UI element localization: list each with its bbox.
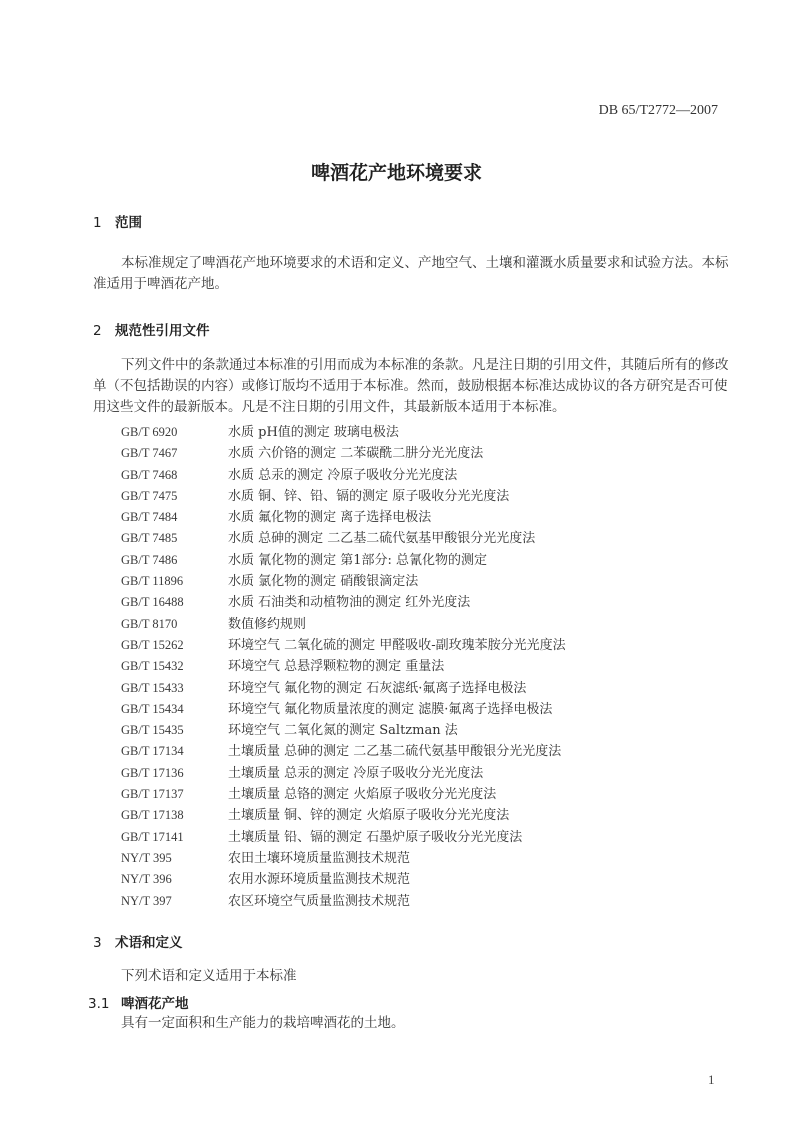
reference-item — [121, 719, 566, 740]
reference-title: 环境空气 二氧化氮的测定 Saltzman 法 — [228, 723, 458, 739]
reference-item — [121, 549, 566, 570]
reference-title: 环境空气 氟化物质量浓度的测定 滤膜·氟离子选择电极法 — [228, 701, 553, 717]
reference-item — [121, 826, 566, 847]
reference-code: GB/T 15435 — [121, 723, 184, 738]
reference-item — [121, 421, 566, 442]
reference-code: GB/T 6920 — [121, 425, 178, 439]
reference-title: 水质 六价铬的测定 二苯碳酰二肼分光光度法 — [228, 446, 484, 462]
reference-code: GB/T 17134 — [121, 744, 184, 759]
reference-title: 土壤质量 总汞的测定 冷原子吸收分光光度法 — [228, 765, 484, 781]
reference-code: GB/T 15262 — [121, 637, 184, 652]
reference-code: GB/T 17141 — [121, 829, 184, 844]
reference-code: GB/T 7484 — [121, 510, 178, 525]
reference-title: 水质 石油类和动植物油的测定 红外光度法 — [228, 595, 471, 611]
reference-code: GB/T 7486 — [121, 552, 178, 567]
references-intro-paragraph: 下列文件中的条款通过本标准的引用而成为本标准的条款。凡是注日期的引用文件，其随后所有的修改单（不包括勘误的内容）或修订版均不适用于本标准。然而，鼓励根据本标准达成协议的各方研究是否可使用这些文件的最新版本。凡是不注日期的引用文件，其最新版本适用于本标准。 — [93, 357, 729, 415]
reference-code: GB/T 16488 — [121, 595, 184, 610]
section-heading-scope — [93, 211, 142, 231]
section-heading-normative-references — [93, 319, 210, 339]
reference-code: NY/T 395 — [121, 850, 172, 865]
reference-code: GB/T 7475 — [121, 488, 178, 503]
reference-item — [121, 698, 566, 719]
section-title: 范围 — [115, 215, 142, 231]
reference-title: 农用水源环境质量监测技术规范 — [228, 872, 411, 888]
reference-code: GB/T 15432 — [121, 659, 184, 674]
section-number: 1 — [93, 215, 102, 231]
reference-title: 农田土壤环境质量监测技术规范 — [228, 850, 411, 866]
reference-item — [121, 762, 566, 783]
reference-title: 土壤质量 总铬的测定 火焰原子吸收分光光度法 — [228, 787, 497, 803]
reference-item — [121, 783, 566, 804]
reference-title: 水质 pH值的测定 玻璃电极法 — [228, 425, 399, 440]
reference-title: 水质 氟化物的测定 离子选择电极法 — [228, 510, 432, 526]
reference-item — [121, 527, 566, 548]
page-number: 1 — [708, 1072, 715, 1087]
reference-item — [121, 655, 566, 676]
reference-item — [121, 464, 566, 485]
definition-paragraph: 具有一定面积和生产能力的栽培啤酒花的土地。 — [121, 1015, 405, 1031]
reference-title: 水质 铜、锌、铅、镉的测定 原子吸收分光光度法 — [228, 488, 510, 504]
terms-intro-paragraph: 下列术语和定义适用于本标准 — [121, 968, 297, 984]
reference-code: GB/T 7485 — [121, 531, 178, 546]
section-number: 3 — [93, 935, 102, 951]
reference-item — [121, 613, 566, 634]
reference-code: NY/T 396 — [121, 872, 172, 887]
reference-title: 数值修约规则 — [228, 616, 307, 632]
section-title: 规范性引用文件 — [115, 323, 210, 339]
reference-item — [121, 506, 566, 527]
subsection-heading-hop-production-area — [88, 992, 189, 1012]
reference-title: 土壤质量 铜、锌的测定 火焰原子吸收分光光度法 — [228, 808, 510, 824]
reference-title: 环境空气 二氧化硫的测定 甲醛吸收-副玫瑰苯胺分光光度法 — [228, 637, 566, 653]
reference-item — [121, 890, 566, 911]
subsection-number: 3.1 — [88, 996, 110, 1012]
reference-title: 土壤质量 铅、镉的测定 石墨炉原子吸收分光光度法 — [228, 829, 523, 845]
reference-code: GB/T 15433 — [121, 680, 184, 695]
reference-item — [121, 485, 566, 506]
reference-code: GB/T 7467 — [121, 446, 178, 461]
reference-item — [121, 442, 566, 463]
reference-item — [121, 740, 566, 761]
reference-item — [121, 868, 566, 889]
reference-item — [121, 634, 566, 655]
scope-paragraph: 本标准规定了啤酒花产地环境要求的术语和定义、产地空气、土壤和灌溉水质量要求和试验方法。本标准适用于啤酒花产地。 — [93, 255, 729, 292]
reference-title: 农区环境空气质量监测技术规范 — [228, 893, 411, 909]
reference-title: 土壤质量 总砷的测定 二乙基二硫代氨基甲酸银分光光度法 — [228, 744, 562, 760]
reference-item — [121, 847, 566, 868]
reference-title: 水质 总汞的测定 冷原子吸收分光光度法 — [228, 467, 458, 483]
reference-code: GB/T 11896 — [121, 574, 184, 589]
reference-code: GB/T 8170 — [121, 616, 178, 631]
reference-code: GB/T 7468 — [121, 467, 178, 482]
document-code: DB 65/T2772—2007 — [598, 103, 718, 118]
reference-title: 环境空气 氟化物的测定 石灰滤纸·氟离子选择电极法 — [228, 680, 527, 696]
section-heading-terms-definitions — [93, 931, 183, 951]
reference-code: GB/T 15434 — [121, 701, 184, 716]
reference-item — [121, 804, 566, 825]
reference-code: NY/T 397 — [121, 893, 172, 908]
reference-title: 水质 总砷的测定 二乙基二硫代氨基甲酸银分光光度法 — [228, 531, 536, 547]
reference-code: GB/T 17138 — [121, 808, 184, 823]
subsection-title: 啤酒花产地 — [121, 996, 189, 1012]
reference-list — [121, 421, 566, 911]
reference-item — [121, 677, 566, 698]
reference-code: GB/T 17137 — [121, 787, 184, 802]
reference-title: 环境空气 总悬浮颗粒物的测定 重量法 — [228, 659, 445, 675]
reference-item — [121, 570, 566, 591]
reference-code: GB/T 17136 — [121, 765, 184, 780]
section-title: 术语和定义 — [115, 935, 183, 951]
reference-title: 水质 氯化物的测定 硝酸银滴定法 — [228, 574, 419, 590]
section-number: 2 — [93, 323, 102, 339]
page-title: 啤酒花产地环境要求 — [310, 162, 482, 184]
reference-item — [121, 591, 566, 612]
reference-title: 水质 氰化物的测定 第1部分: 总氰化物的测定 — [228, 552, 488, 568]
